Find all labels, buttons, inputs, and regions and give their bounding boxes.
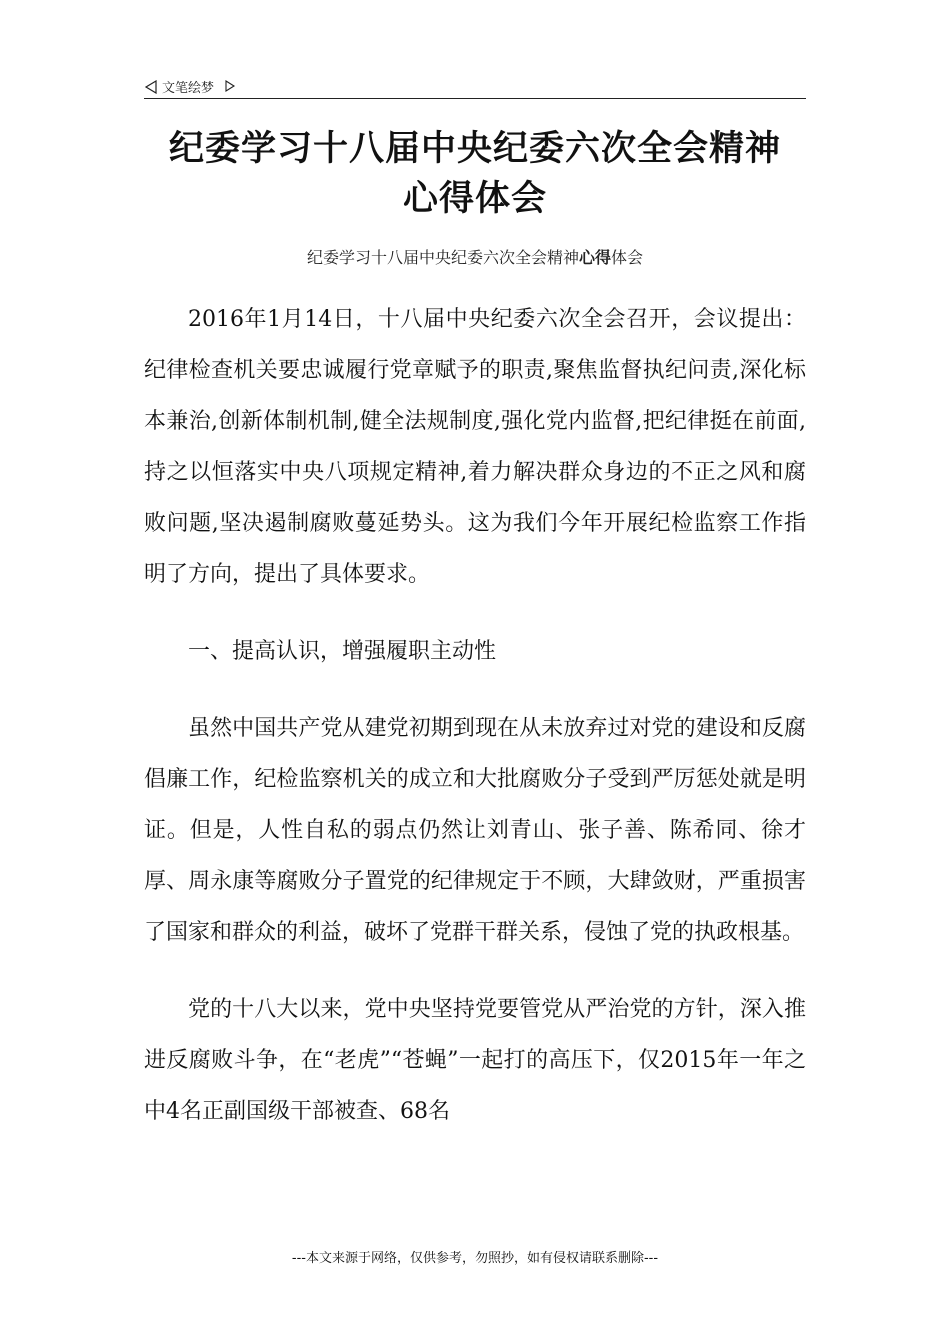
- header-brand-text: 文笔绘梦: [162, 81, 215, 96]
- document-subtitle: [144, 246, 806, 270]
- subtitle-bold: 心得: [578, 248, 611, 267]
- paragraph-history: 虽然中国共产党从建党初期到现在从未放弃过对党的建设和反腐倡廉工作，纪检监察机关的成立和大批腐败分子受到严厉惩处就是明证。但是，人性自私的弱点仍然让刘青山、张子善、陈希同、徐才厚、周永康等腐败分子置党的纪律规定于不顾，大肆敛财，严重损害了国家和群众的利益，破坏了党群干群关系，侵蚀了党的执政根基。: [144, 716, 806, 945]
- section-heading: 一、提高认识，增强履职主动性: [188, 639, 497, 664]
- subtitle-before: 纪委学习十八届中央纪委六次全会精神: [306, 248, 579, 267]
- title-line-1: 纪委学习十八届中央纪委六次全会精神: [168, 129, 781, 169]
- document-body: [144, 294, 806, 1137]
- paragraph-since-18th: 党的十八大以来，党中央坚持党要管党从严治党的方针，深入推进反腐败斗争，在“老虎”“苍蝇”一起打的高压下，仅2015年一年之中4名正副国级干部被查、68名: [144, 997, 806, 1124]
- triangle-right-icon: [224, 80, 238, 94]
- document-title: [144, 124, 806, 224]
- triangle-left-icon: [144, 80, 158, 94]
- page-header: [144, 74, 806, 99]
- paragraph-intro: 2016年1月14日，十八届中央纪委六次全会召开，会议提出：纪律检查机关要忠诚履行党章赋予的职责,聚焦监督执纪问责,深化标本兼治,创新体制机制,健全法规制度,强化党内监督,把纪律挺在前面,持之以恒落实中央八项规定精神,着力解决群众身边的不正之风和腐败问题,坚决遏制腐败蔓延势头。这为我们今年开展纪检监察工作指明了方向，提出了具体要求。: [144, 307, 806, 587]
- subtitle-after: 体会: [611, 248, 644, 267]
- title-line-2: 心得体会: [402, 179, 547, 219]
- page-footer: ---本文来源于网络，仅供参考，勿照抄，如有侵权请联系删除---: [291, 1251, 659, 1266]
- header-brand: [144, 77, 238, 96]
